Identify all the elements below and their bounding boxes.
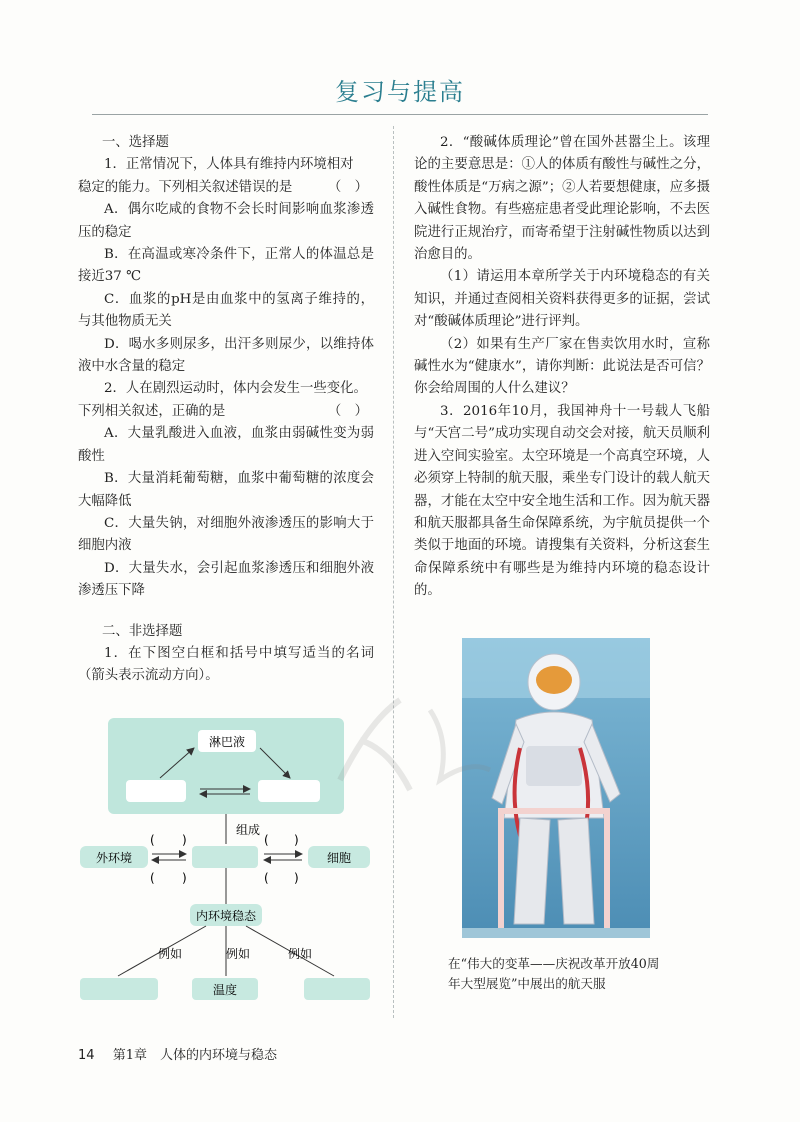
example-label-2: 例如: [225, 947, 251, 961]
left-column: [78, 132, 374, 688]
blank-box-left[interactable]: [126, 780, 186, 802]
caption-line2: 年大型展览”中展出的航天服: [448, 976, 606, 991]
q1-stem-line1: 1．正常情况下，人体具有维持内环境相对: [104, 157, 354, 173]
q1-option-a: A．偶尔吃咸的食物不会长时间影响血浆渗透压的稳定: [78, 202, 374, 240]
q5-paragraph: 3．2016年10月，我国神舟十一号载人飞船与“天宫二号”成功实现自动交会对接，航天员顺利进入空间实验室。太空环境是一个高真空环境，人必须穿上特制的航天服，乘坐专门设计的载人航天器，才能在太空中安全地生活和工作。因为航天器和航天服都具备生命保障系统，为宇航员提供一个类似于地面的环境。请搜集有关资料，分析这套生命保障系统中有哪些是为维持内环境的稳态设计的。: [414, 403, 710, 599]
q2-option-b: B．大量消耗葡萄糖，血浆中葡萄糖的浓度会大幅降低: [78, 471, 374, 509]
title-rule: [92, 114, 708, 115]
paren-close-3: ): [294, 833, 299, 847]
paren-open-4: (: [264, 871, 269, 885]
blank-box-example-left[interactable]: [80, 978, 158, 1000]
chapter-title: 第1章 人体的内环境与稳态: [112, 1048, 277, 1063]
q1-option-c: C．血浆的pH是由血浆中的氢离子维持的，与其他物质无关: [78, 291, 374, 330]
homeostasis-label: 内环境稳态: [195, 909, 257, 923]
q2-option-c: C．大量失钠，对细胞外液渗透压的影响大于细胞内液: [78, 515, 374, 554]
page-number: 14: [78, 1048, 95, 1063]
q1-stem-line2: 稳定的能力。下列相关叙述错误的是: [78, 179, 293, 195]
cell-label: 细胞: [326, 851, 352, 865]
lymph-label: 淋巴液: [208, 735, 246, 749]
page-title: 复习与提高: [335, 78, 465, 106]
q1-option-b: B．在高温或寒冷条件下，正常人的体温总是接近37 ℃: [78, 247, 374, 285]
q2-answer-paren: （ ）: [327, 403, 368, 419]
q4-paragraph: 2．“酸碱体质理论”曾在国外甚嚣尘上。该理论的主要意思是：①人的体质有酸性与碱性之分，酸性体质是“万病之源”；②人若要想健康，应多摄入碱性食物。有些癌症患者受此理论影响，不去医院进行正规治疗，而寄希望于注射碱性物质以达到治愈目的。: [414, 135, 710, 263]
column-divider: [393, 126, 394, 1018]
q2-option-a: A．大量乳酸进入血液，血浆由弱碱性变为弱酸性: [78, 426, 374, 464]
compose-label: 组成: [236, 823, 261, 837]
q2-stem-line2-row: [78, 401, 374, 423]
section-choice-heading: 一、选择题: [102, 135, 169, 150]
paren-close-2: ): [182, 871, 187, 885]
q1-stem-line2-row: [78, 177, 374, 199]
blank-box-right[interactable]: [258, 780, 320, 802]
page-footer: [78, 1044, 277, 1063]
q4-sub2: （2）如果有生产厂家在售卖饮用水时，宣称碱性水为“健康水”，请你判断：此说法是否可信？你会给周围的人什么建议？: [414, 336, 710, 397]
example-label-3: 例如: [287, 947, 313, 961]
paren-close-1: ): [182, 833, 187, 847]
q2-option-d: D．大量失水，会引起血浆渗透压和细胞外液渗透压下降: [78, 560, 374, 599]
blank-box-example-right[interactable]: [304, 978, 370, 1000]
temperature-label: 温度: [212, 983, 238, 997]
paren-open-3: (: [264, 833, 269, 847]
q1-answer-paren: （ ）: [327, 179, 368, 195]
paren-open-1: (: [150, 833, 155, 847]
section-nonchoice-heading: 二、非选择题: [102, 623, 183, 639]
blank-box-center[interactable]: [192, 846, 258, 868]
paren-open-2: (: [150, 871, 155, 885]
right-column: [414, 132, 710, 603]
watermark-logo: [330, 680, 500, 800]
q2-stem-line1: 2．人在剧烈运动时，体内会发生一些变化。: [104, 381, 367, 397]
paren-close-4: ): [294, 871, 299, 885]
photo-caption: [448, 954, 678, 994]
q3-stem: 1．在下图空白框和括号中填写适当的名词（箭头表示流动方向）。: [78, 645, 374, 684]
outer-env-label: 外环境: [95, 851, 133, 865]
caption-line1: 在“伟大的变革——庆祝改革开放40周: [448, 956, 660, 971]
q2-stem-line2: 下列相关叙述，正确的是: [78, 403, 226, 419]
q1-option-d: D．喝水多则尿多，出汗多则尿少，以维持体液中水含量的稳定: [78, 336, 374, 375]
example-label-1: 例如: [157, 947, 183, 961]
q4-sub1: （1）请运用本章所学关于内环境稳态的有关知识，并通过查阅相关资料获得更多的证据，尝试对“酸碱体质理论”进行评判。: [414, 269, 710, 330]
